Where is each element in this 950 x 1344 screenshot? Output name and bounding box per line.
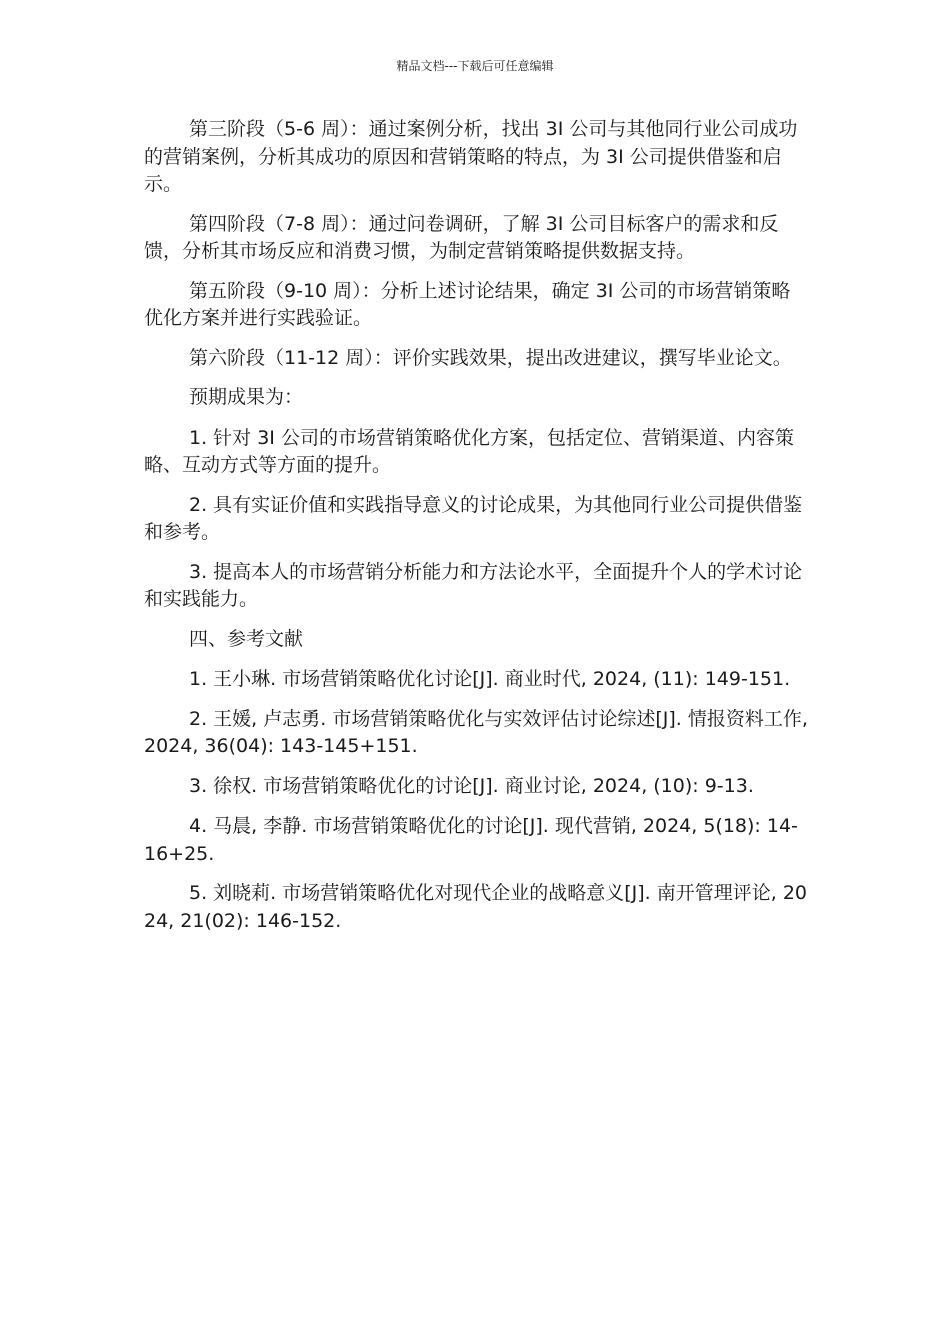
- reference-item: 3. 徐权. 市场营销策略优化的讨论[J]. 商业讨论, 2024, (10): 9-13.: [189, 774, 754, 797]
- reference-item: 4. 马晨, 李静. 市场营销策略优化的讨论[J]. 现代营销, 2024, 5(18): 14-16+25.: [144, 815, 798, 865]
- expected-result-item: 2. 具有实证价值和实践指导意义的讨论成果，为其他同行业公司提供借鉴和参考。: [144, 493, 803, 543]
- page-header: 精品文档---下载后可任意编辑: [396, 59, 554, 73]
- phase-4-paragraph: 第四阶段（7-8 周）：通过问卷调研，了解 3I 公司目标客户的需求和反馈，分析其市场反应和消费习惯，为制定营销策略提供数据支持。: [144, 212, 779, 262]
- phase-6-paragraph: 第六阶段（11-12 周）：评价实践效果，提出改进建议，撰写毕业论文。: [189, 346, 792, 369]
- reference-item: 2. 王媛, 卢志勇. 市场营销策略优化与实效评估讨论综述[J]. 情报资料工作, 2024, 36(04): 143-145+151.: [144, 707, 808, 757]
- reference-item: 1. 王小琳. 市场营销策略优化讨论[J]. 商业时代, 2024, (11): 149-151.: [189, 668, 791, 690]
- expected-result-item: 1. 针对 3I 公司的市场营销策略优化方案，包括定位、营销渠道、内容策略、互动方式等方面的提升。: [144, 426, 794, 476]
- phase-5-paragraph: 第五阶段（9-10 周）：分析上述讨论结果，确定 3I 公司的市场营销策略优化方案并进行实践验证。: [144, 279, 791, 329]
- expected-result-item: 3. 提高本人的市场营销分析能力和方法论水平，全面提升个人的学术讨论和实践能力。: [144, 560, 803, 610]
- document-body: [144, 116, 808, 947]
- phase-3-paragraph: 第三阶段（5-6 周）：通过案例分析，找出 3I 公司与其他同行业公司成功的营销案例，分析其成功的原因和营销策略的特点，为 3I 公司提供借鉴和启示。: [144, 118, 798, 195]
- reference-item: 5. 刘晓莉. 市场营销策略优化对现代企业的战略意义[J]. 南开管理评论, 2024, 21(02): 146-152.: [144, 882, 808, 932]
- expected-results-heading: 预期成果为：: [189, 386, 304, 408]
- references-heading: 四、参考文献: [189, 627, 304, 650]
